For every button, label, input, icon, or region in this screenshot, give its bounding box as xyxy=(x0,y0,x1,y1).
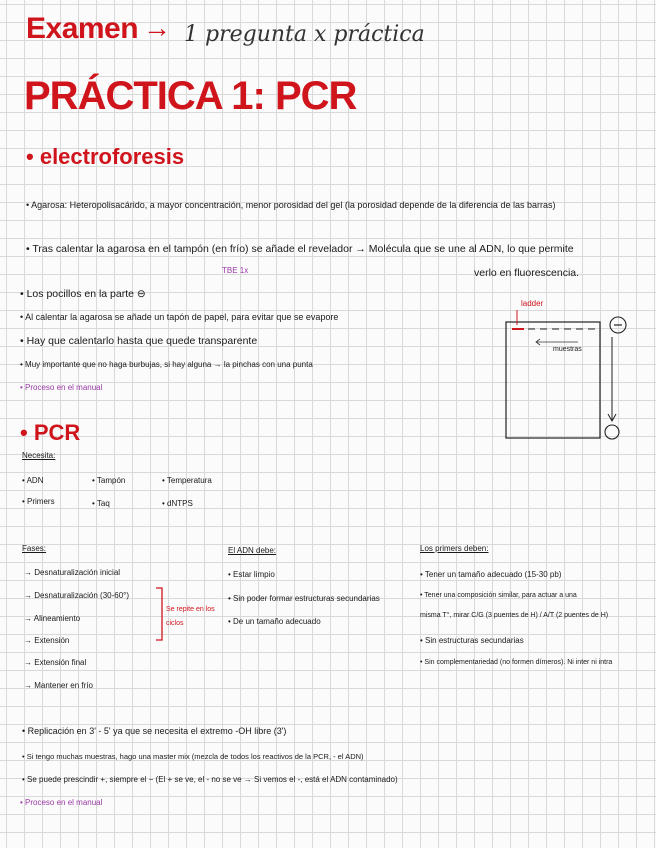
agarosa-note: • Agarosa: Heteropolisacárido, a mayor concentración, menor porosidad del gel (la porosidad depende de la diferencia de las barras) xyxy=(26,200,555,210)
fase-item: → Extensión final xyxy=(24,658,87,667)
necesita-item: • Taq xyxy=(92,499,110,508)
repite-bracket xyxy=(154,586,166,644)
repite-note: Se repite en los ciclos xyxy=(166,606,215,627)
burbujas-note: • Muy importante que no haga burbujas, si hay alguna → la pinchas con una punta xyxy=(20,360,313,369)
primers-item: • Sin estructuras secundarias xyxy=(420,636,524,645)
fases-label: Fases: xyxy=(22,544,47,553)
ladder-label: ladder xyxy=(521,299,544,308)
primers-item-cont: misma T°, mirar C/G (3 puentes de H) / A/T (2 puentes de H) xyxy=(420,612,609,619)
examen-heading: Examen xyxy=(26,12,139,45)
necesita-item: • Primers xyxy=(22,497,55,506)
pocillos-note: • Los pocillos en la parte ⊖ xyxy=(20,288,146,300)
necesita-item: • dNTPS xyxy=(162,499,193,508)
muestras-label: muestras xyxy=(553,346,582,353)
calentar-note-cont: verlo en fluorescencia. xyxy=(474,267,580,279)
necesita-item: • ADN xyxy=(22,476,43,485)
primers-item: • Sin complementariedad (no formen dímeros). Ni inter ni intra xyxy=(420,659,612,666)
control-note: • Se puede prescindir +, siempre el − (El + se ve, el - no se ve → Si vemos el -, está el ADN contaminado) xyxy=(22,775,398,784)
positive-pole-icon xyxy=(605,425,619,439)
replicacion-note: • Replicación en 3' - 5' ya que se necesita el extremo -OH libre (3') xyxy=(22,726,286,736)
master-mix-note: • Si tengo muchas muestras, hago una master mix (mezcla de todos los reactivos de la PCR, - el ADN) xyxy=(22,752,364,761)
adn-item: • Estar limpio xyxy=(228,570,275,579)
necesita-item: • Tampón xyxy=(92,476,125,485)
tapon-note: • Al calentar la agarosa se añade un tapón de papel, para evitar que se evapore xyxy=(20,312,338,322)
primers-item: • Tener una composición similar, para actuar a una xyxy=(420,592,577,599)
electroforesis-heading: • electroforesis xyxy=(26,144,185,169)
necesita-label: Necesita: xyxy=(22,451,56,460)
gel-diagram xyxy=(500,295,640,445)
transparente-note: • Hay que calentarlo hasta que quede transparente xyxy=(20,335,257,347)
necesita-item: • Temperatura xyxy=(162,476,212,485)
tbe-note: TBE 1x xyxy=(222,266,249,275)
fase-item: → Extensión xyxy=(24,636,70,645)
calentar-note: • Tras calentar la agarosa en el tampón (en frío) se añade el revelador → Molécula que se une al ADN, lo que permite xyxy=(26,243,574,255)
fase-item: → Alineamiento xyxy=(24,614,81,623)
practica-title: PRÁCTICA 1: PCR xyxy=(24,74,357,118)
proceso-manual-2: • Proceso en el manual xyxy=(20,798,102,807)
adn-label: El ADN debe: xyxy=(228,546,277,555)
adn-item: • Sin poder formar estructuras secundarias xyxy=(228,594,380,603)
fase-item: → Desnaturalización inicial xyxy=(24,568,121,577)
fase-item: → Desnaturalización (30-60°) xyxy=(24,591,130,600)
proceso-manual-1: • Proceso en el manual xyxy=(20,383,102,392)
arrow-icon: → xyxy=(143,12,171,43)
examen-note: 1 pregunta x práctica xyxy=(184,22,425,47)
primers-label: Los primers deben: xyxy=(420,544,489,553)
pcr-heading: • PCR xyxy=(20,420,81,445)
primers-item: • Tener un tamaño adecuado (15-30 pb) xyxy=(420,570,561,579)
fase-item: → Mantener en frío xyxy=(24,681,93,690)
adn-item: • De un tamaño adecuado xyxy=(228,617,321,626)
